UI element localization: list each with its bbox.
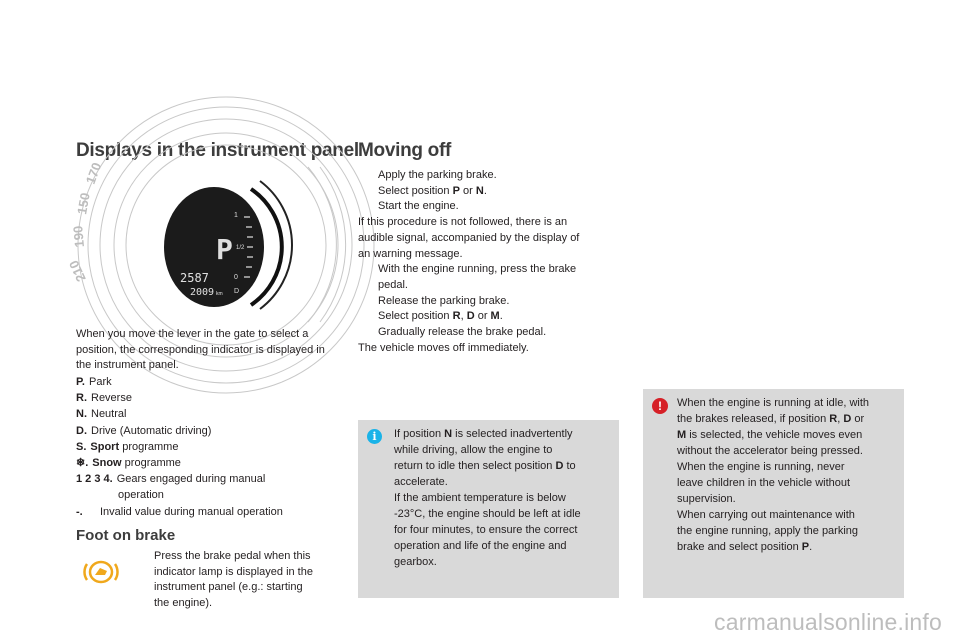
step-apply-brake bbox=[358, 168, 608, 184]
section-title-displays: Displays in the instrument panel bbox=[76, 140, 359, 161]
warn-line: supervision. bbox=[677, 493, 736, 505]
legend-key: 1 2 3 4. bbox=[76, 473, 113, 486]
legend-row-p bbox=[76, 374, 283, 390]
legend-row-manual bbox=[76, 471, 283, 487]
legend-label: Reverse bbox=[91, 392, 132, 405]
step-text: Start the engine. bbox=[378, 200, 459, 213]
trip-unit: km bbox=[216, 291, 223, 297]
info-line: accelerate. bbox=[394, 476, 448, 488]
info-line bbox=[394, 426, 614, 442]
info-text: If position bbox=[394, 428, 445, 440]
legend-key: N. bbox=[76, 408, 87, 421]
position-d: D bbox=[466, 310, 475, 323]
info-line: for four minutes, to ensure the correct bbox=[394, 524, 578, 536]
warn-text: is selected, the vehicle moves even bbox=[686, 429, 863, 441]
legend-label: Invalid value during manual operation bbox=[100, 505, 283, 518]
legend-extra: programme bbox=[119, 440, 179, 453]
position-n: N bbox=[475, 184, 484, 197]
step-release-pedal bbox=[358, 325, 608, 341]
legend-row-r bbox=[76, 390, 283, 406]
gear-legend bbox=[76, 374, 283, 520]
position-r: R bbox=[452, 310, 461, 323]
svg-text:210: 210 bbox=[65, 258, 89, 285]
warn-text: the brakes released, if position bbox=[677, 413, 830, 425]
info-icon: i bbox=[367, 429, 382, 444]
foot-line: Press the brake pedal when this bbox=[154, 550, 311, 562]
svg-text:150: 150 bbox=[74, 191, 93, 216]
warning-paragraph: If this procedure is not followed, there is an bbox=[358, 216, 568, 229]
svg-text:1: 1 bbox=[234, 212, 238, 219]
instrument-panel-illustration bbox=[65, 160, 332, 322]
svg-text:190: 190 bbox=[70, 225, 87, 249]
bullet-arrow-icon bbox=[358, 184, 378, 200]
intro-paragraph: When you move the lever in the gate to select a position, the corresponding indicator is displayed in the instrument panel. bbox=[76, 328, 325, 371]
info-line: while driving, allow the engine to bbox=[394, 444, 553, 456]
warning-paragraph: audible signal, accompanied by the display of bbox=[358, 231, 580, 244]
legend-row-s bbox=[76, 439, 283, 455]
bullet-arrow-icon bbox=[358, 325, 378, 341]
svg-text:170: 170 bbox=[82, 160, 105, 187]
legend-key: D. bbox=[76, 424, 87, 437]
info-line: -23°C, the engine should be left at idle bbox=[394, 508, 581, 520]
info-line bbox=[394, 458, 614, 474]
warning-icon: ! bbox=[652, 398, 668, 414]
foot-on-brake-text bbox=[134, 549, 313, 612]
foot-on-brake-icon bbox=[83, 559, 119, 585]
foot-bullet-line bbox=[134, 549, 313, 565]
step-start-engine bbox=[358, 199, 608, 215]
warn-text: , bbox=[837, 413, 844, 425]
step-press-brake bbox=[358, 262, 608, 278]
gear-indicator: P bbox=[216, 233, 233, 266]
section-title-moving-off: Moving off bbox=[358, 140, 452, 161]
section-title-foot-on-brake: Foot on brake bbox=[76, 527, 176, 544]
foot-line: indicator lamp is displayed in the bbox=[154, 565, 313, 578]
position-n: N bbox=[444, 428, 453, 440]
step-text: Select position bbox=[378, 184, 453, 197]
warn-line: leave children in the vehicle without bbox=[677, 477, 851, 489]
warn-line: When the engine is running at idle, with bbox=[677, 397, 870, 409]
position-p: P bbox=[801, 541, 810, 553]
info-line: gearbox. bbox=[394, 556, 437, 568]
legend-label: Neutral bbox=[91, 408, 127, 421]
warn-line: without the accelerator being pressed. bbox=[677, 445, 863, 457]
legend-key: ❄. bbox=[76, 457, 89, 470]
info-line: operation and life of the engine and bbox=[394, 540, 567, 552]
info-line: If the ambient temperature is below bbox=[394, 492, 566, 504]
bullet-arrow-icon bbox=[134, 549, 154, 565]
final-sentence: The vehicle moves off immediately. bbox=[358, 341, 529, 354]
position-m: M bbox=[677, 429, 687, 441]
warn-line: the engine running, apply the parking bbox=[677, 525, 859, 537]
legend-key: R. bbox=[76, 392, 87, 405]
position-r: R bbox=[829, 413, 838, 425]
legend-extra: programme bbox=[121, 457, 181, 470]
legend-label: Drive (Automatic driving) bbox=[91, 424, 212, 437]
moving-off-steps bbox=[358, 168, 608, 356]
info-text: return to idle then select position bbox=[394, 460, 556, 472]
warning-box-text bbox=[677, 395, 899, 555]
legend-key: P. bbox=[76, 376, 85, 388]
warn-text: or bbox=[851, 413, 865, 425]
legend-label: Sport bbox=[90, 440, 120, 453]
step-text: With the engine running, press the brake bbox=[378, 263, 577, 276]
step-select-position bbox=[358, 184, 608, 200]
bullet-arrow-icon bbox=[358, 262, 378, 278]
legend-key: -. bbox=[76, 505, 83, 518]
legend-key: S. bbox=[76, 440, 87, 453]
step-text: Gradually release the brake pedal. bbox=[378, 326, 547, 339]
foot-line: instrument panel (e.g.: starting bbox=[154, 581, 303, 594]
svg-text:1/2: 1/2 bbox=[236, 245, 245, 251]
position-d: D bbox=[555, 460, 564, 472]
instrument-panel-svg bbox=[65, 160, 332, 322]
legend-row-invalid bbox=[76, 504, 283, 520]
step-text: , bbox=[460, 310, 467, 323]
position-d: D bbox=[843, 413, 852, 425]
bullet-arrow-icon bbox=[358, 309, 378, 325]
legend-row-manual-cont bbox=[76, 487, 283, 503]
legend-row-n bbox=[76, 406, 283, 422]
position-m: M bbox=[490, 310, 500, 323]
warning-paragraph: an warning message. bbox=[358, 247, 463, 260]
legend-label: Snow bbox=[92, 457, 122, 470]
step-text: . bbox=[499, 310, 503, 323]
step-text: pedal. bbox=[378, 278, 408, 291]
odometer-value: 2587 bbox=[180, 271, 209, 285]
info-box-text bbox=[394, 426, 614, 570]
step-release-brake bbox=[358, 294, 608, 310]
step-text: or bbox=[459, 184, 476, 197]
warn-line: When the engine is running, never bbox=[677, 461, 845, 473]
svg-text:D: D bbox=[234, 288, 240, 295]
legend-label: Gears engaged during manual bbox=[116, 473, 266, 486]
legend-row-d bbox=[76, 423, 283, 439]
warn-line bbox=[677, 411, 899, 427]
step-text: . bbox=[483, 184, 487, 197]
legend-label: Park bbox=[88, 376, 112, 388]
warn-line bbox=[677, 539, 899, 555]
warn-line: When carrying out maintenance with bbox=[677, 509, 855, 521]
position-p: P bbox=[452, 184, 460, 197]
info-text: to bbox=[563, 460, 576, 472]
warn-text: . bbox=[809, 541, 813, 553]
step-text: Apply the parking brake. bbox=[378, 169, 497, 181]
legend-row-snow bbox=[76, 455, 283, 471]
step-select-rdm bbox=[358, 309, 608, 325]
bullet-arrow-icon bbox=[358, 294, 378, 310]
bullet-arrow-icon bbox=[358, 168, 378, 184]
step-text: Select position bbox=[378, 310, 453, 323]
site-watermark: carmanualsonline.info bbox=[714, 609, 942, 635]
info-text: is selected inadvertently bbox=[452, 428, 573, 440]
trip-value: 2009 bbox=[190, 287, 215, 298]
foot-line: the engine). bbox=[154, 597, 213, 610]
warn-line bbox=[677, 427, 899, 443]
bullet-arrow-icon bbox=[358, 199, 378, 215]
step-text: Release the parking brake. bbox=[378, 294, 510, 307]
step-text: or bbox=[474, 310, 491, 323]
svg-text:0: 0 bbox=[234, 274, 238, 281]
legend-label: operation bbox=[118, 489, 164, 502]
warn-text: brake and select position bbox=[677, 541, 802, 553]
